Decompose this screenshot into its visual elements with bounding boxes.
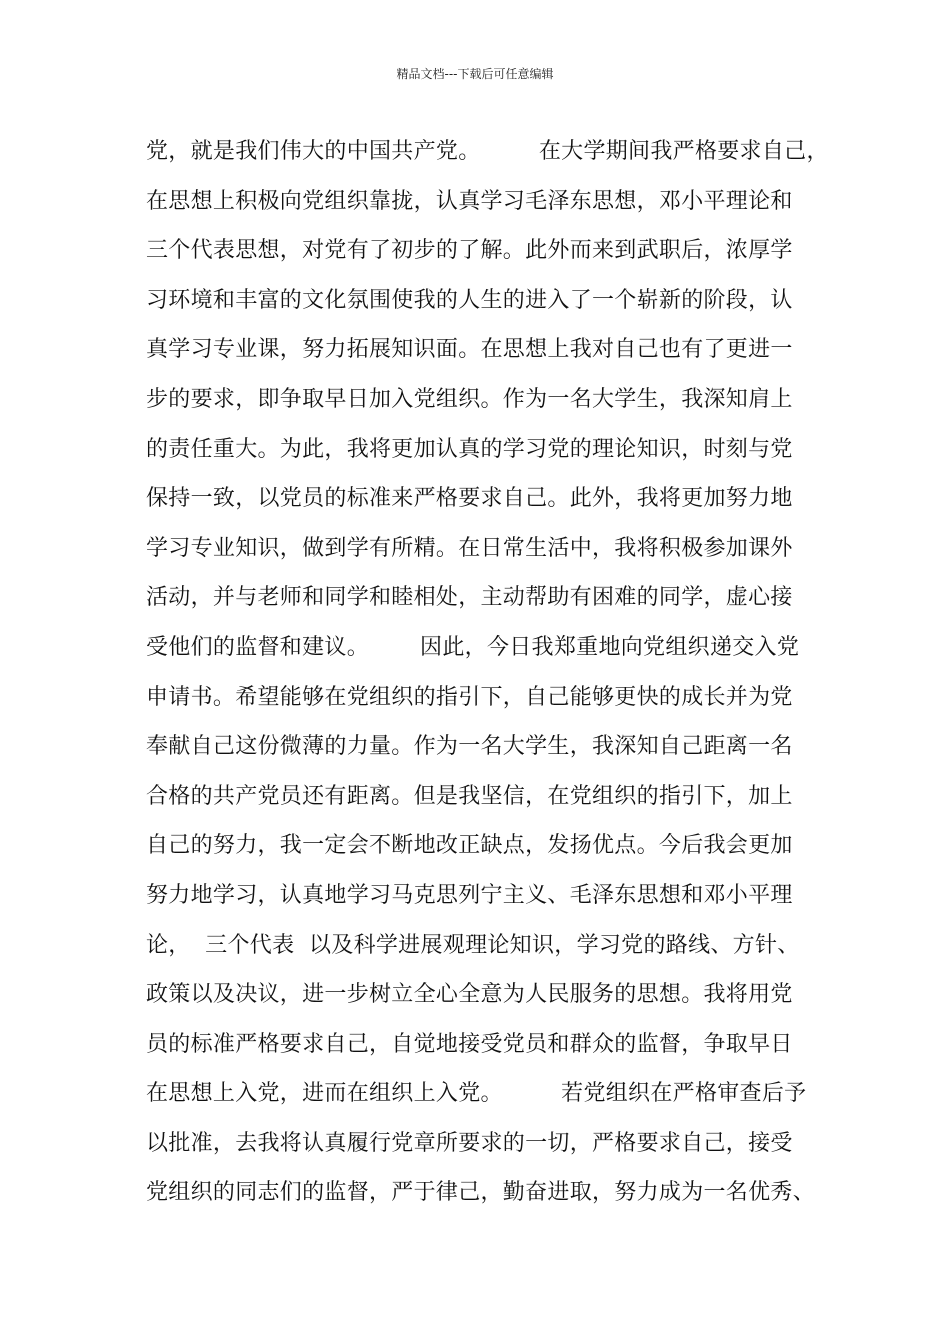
paragraph-line: 努力地学习，认真地学习马克思列宁主义、毛泽东思想和邓小平理 [146, 882, 793, 908]
paragraph-line: 党，就是我们伟大的中国共产党。 在大学期间我严格要求自己， [146, 139, 829, 164]
paragraph-line: 真学习专业课，努力拓展知识面。在思想上我对自己也有了更进一 [146, 337, 793, 363]
paragraph-line: 在思想上积极向党组织靠拢，认真学习毛泽东思想，邓小平理论和 [146, 188, 793, 214]
paragraph-line: 合格的共产党员还有距离。但是我坚信，在党组织的指引下，加上 [146, 783, 793, 809]
paragraph-line: 员的标准严格要求自己，自觉地接受党员和群众的监督，争取早日 [146, 1031, 793, 1057]
paragraph-line: 在思想上入党，进而在组织上入党。 若党组织在严格审查后予 [146, 1081, 807, 1107]
page-header: 精品文档---下载后可任意编辑 [396, 67, 554, 81]
paragraph-line: 保持一致，以党员的标准来严格要求自己。此外，我将更加努力地 [146, 486, 793, 512]
paragraph-line: 以批准，去我将认真履行党章所要求的一切，严格要求自己，接受 [146, 1130, 793, 1156]
paragraph-line: 论， 三个代表 以及科学进展观理论知识，学习党的路线、方针、 [146, 932, 800, 958]
paragraph-line: 申请书。希望能够在党组织的指引下，自己能够更快的成长并为党 [146, 684, 793, 710]
paragraph-line: 习环境和丰富的文化氛围使我的人生的进入了一个崭新的阶段，认 [146, 287, 793, 313]
paragraph-line: 三个代表思想，对党有了初步的了解。此外而来到武职后，浓厚学 [146, 238, 793, 264]
paragraph-line: 自己的努力，我一定会不断地改正缺点，发扬优点。今后我会更加 [146, 833, 793, 859]
paragraph-line: 党组织的同志们的监督，严于律己，勤奋进取，努力成为一名优秀、 [146, 1180, 816, 1206]
paragraph-line: 学习专业知识，做到学有所精。在日常生活中，我将积极参加课外 [146, 535, 793, 561]
body-text [146, 132, 846, 1223]
paragraph-line: 的责任重大。为此，我将更加认真的学习党的理论知识，时刻与党 [146, 436, 793, 462]
paragraph-line: 政策以及决议，进一步树立全心全意为人民服务的思想。我将用党 [146, 982, 793, 1008]
paragraph-line: 活动，并与老师和同学和睦相处，主动帮助有困难的同学，虚心接 [146, 585, 793, 611]
paragraph-line: 受他们的监督和建议。 因此，今日我郑重地向党组织递交入党 [146, 634, 800, 660]
paragraph-line: 步的要求，即争取早日加入党组织。作为一名大学生，我深知肩上 [146, 386, 793, 412]
paragraph-line: 奉献自己这份微薄的力量。作为一名大学生，我深知自己距离一名 [146, 734, 793, 760]
